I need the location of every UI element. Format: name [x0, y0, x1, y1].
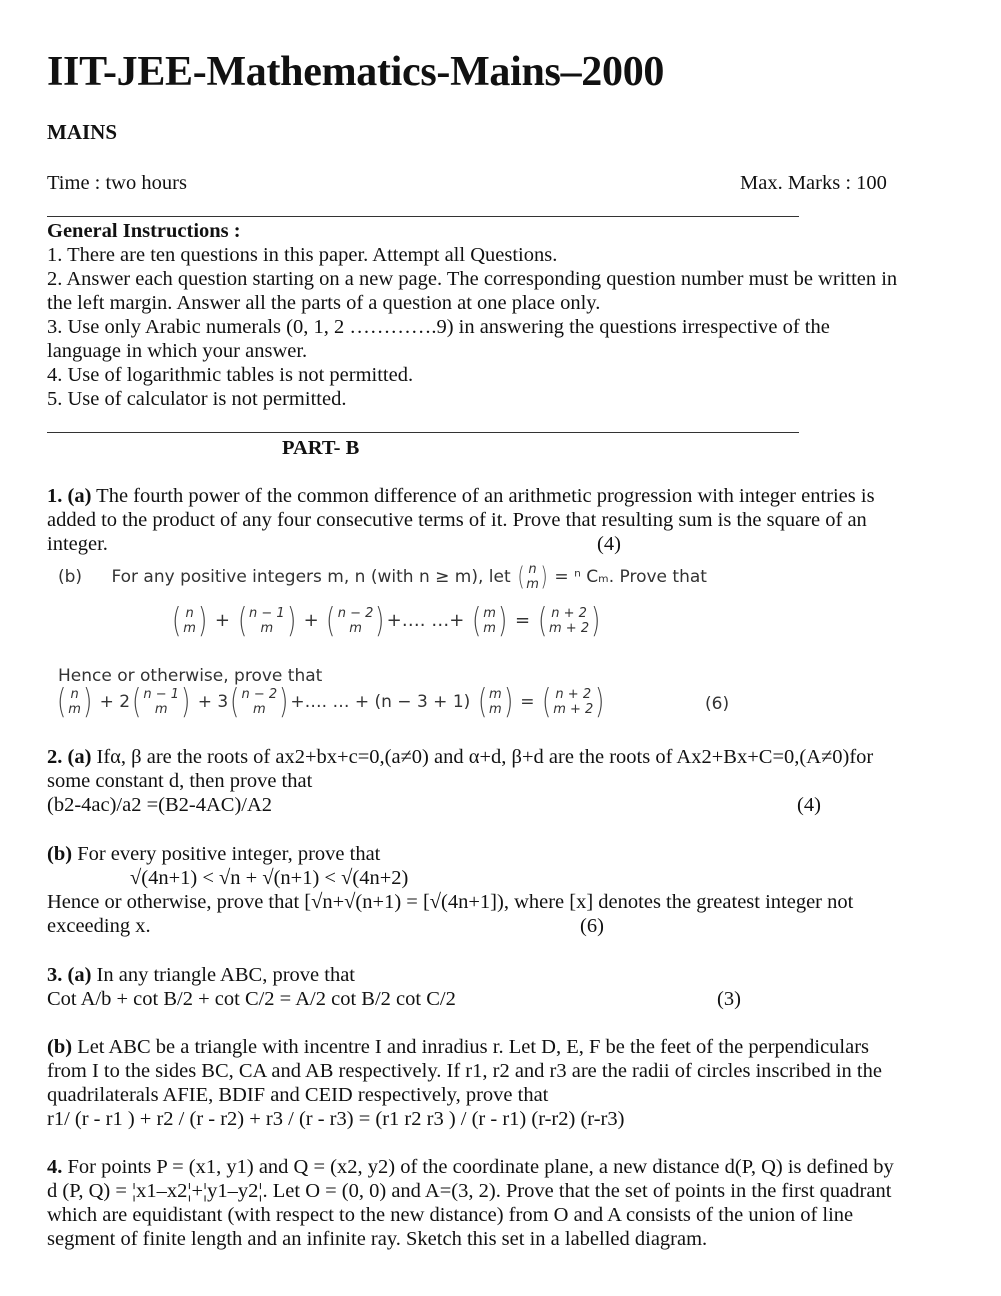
part-heading: PART- B: [282, 437, 360, 459]
page-title: IIT-JEE-Mathematics-Mains–2000: [47, 49, 665, 95]
question-number: 4.: [47, 1156, 63, 1178]
question-text: For every positive integer, prove that: [77, 843, 381, 865]
q2b-line: [47, 842, 380, 866]
q1b-line: [58, 562, 707, 592]
question-text: Hence or otherwise, prove that [√n+√(n+1) = [√(4n+1]), where [x] denotes the greatest integer not: [47, 891, 854, 913]
question-text: segment of finite length and an infinite ray. Sketch this set in a labelled diagram.: [47, 1228, 708, 1250]
question-text: some constant d, then prove that: [47, 770, 313, 792]
marks: (4): [597, 533, 621, 555]
section-label: MAINS: [47, 120, 118, 144]
question-text: Ifα, β are the roots of ax2+bx+c=0,(a≠0) and α+d, β+d are the roots of Ax2+Bx+C=0,(A≠0)for: [96, 746, 874, 768]
equation-weighted-sum: ( n m ) + 2 ( n − 1 m ) + 3 ( n − 2 m ) +…. … + (n − 3 + 1) ( m m ) = ( n + 2 m + 2 ): [56, 682, 605, 722]
question-text: √(4n+1) < √n + √(n+1) < √(4n+2): [130, 867, 409, 889]
instruction-line: language in which your answer.: [47, 340, 308, 362]
divider: [47, 216, 799, 217]
question-text: In any triangle ABC, prove that: [96, 964, 356, 986]
divider: [47, 432, 799, 433]
q2a-line: [47, 745, 873, 769]
question-text: quadrilaterals AFIE, BDIF and CEID respectively, prove that: [47, 1084, 549, 1106]
question-text: r1/ (r - r1 ) + r2 / (r - r2) + r3 / (r - r3) = (r1 r2 r3 ) / (r - r1) (r-r2) (r-r3): [47, 1108, 625, 1130]
marks: (4): [797, 794, 821, 816]
marks: (3): [717, 988, 741, 1010]
question-text: Cot A/b + cot B/2 + cot C/2 = A/2 cot B/2 cot C/2: [47, 988, 456, 1010]
question-text: added to the product of any four consecutive terms of it. Prove that resulting sum is the square of an: [47, 509, 867, 531]
question-text: from I to the sides BC, CA and AB respectively. If r1, r2 and r3 are the radii of circles inscribed in the: [47, 1060, 882, 1082]
marks: (6): [705, 694, 730, 714]
part-label: (b): [47, 843, 73, 865]
max-marks-label: Max. Marks : 100: [740, 172, 887, 194]
q3b-line: [47, 1035, 869, 1059]
question-text: integer.: [47, 533, 108, 555]
q1a-line: [47, 484, 875, 508]
instruction-line: 1. There are ten questions in this paper. Attempt all Questions.: [47, 244, 558, 266]
question-text: d (P, Q) = ¦x1–x2¦+¦y1–y2¦. Let O = (0, 0) and A=(3, 2). Prove that the set of points in the first quadrant: [47, 1180, 892, 1202]
q4-line: [47, 1155, 894, 1179]
equation-identity: ( n m ) + ( n − 1 m ) + ( n − 2 m ) +…. …+ ( m m ) = ( n + 2 m + 2 ): [171, 601, 601, 641]
q3a-line: [47, 963, 355, 987]
question-text: For any positive integers m, n (with n ≥ m), let: [111, 567, 511, 587]
question-text: (b2-4ac)/a2 =(B2-4AC)/A2: [47, 794, 273, 816]
binomial: ( n m ): [517, 562, 548, 592]
time-label: Time : two hours: [47, 172, 187, 194]
question-number: 3. (a): [47, 964, 92, 986]
question-text: For points P = (x1, y1) and Q = (x2, y2) of the coordinate plane, a new distance d(P, Q) is defined by: [67, 1156, 894, 1178]
part-label: (b): [47, 1036, 73, 1058]
instruction-line: 4. Use of logarithmic tables is not permitted.: [47, 364, 414, 386]
instructions-heading: General Instructions :: [47, 220, 241, 242]
instruction-line: 5. Use of calculator is not permitted.: [47, 388, 347, 410]
question-text: which are equidistant (with respect to the new distance) from O and A consists of the union of line: [47, 1204, 854, 1226]
instruction-line: 2. Answer each question starting on a new page. The corresponding question number must be written in: [47, 268, 898, 290]
question-text: Let ABC be a triangle with incentre I and inradius r. Let D, E, F be the feet of the perpendiculars: [77, 1036, 870, 1058]
question-text: Hence or otherwise, prove that: [58, 666, 323, 686]
instruction-line: 3. Use only Arabic numerals (0, 1, 2 ………….9) in answering the questions irrespective of the: [47, 316, 830, 338]
question-text: exceeding x.: [47, 915, 151, 937]
question-number: 2. (a): [47, 746, 92, 768]
question-number: 1. (a): [47, 485, 92, 507]
question-text: The fourth power of the common difference of an arithmetic progression with integer entries is: [96, 485, 875, 507]
part-label: (b): [58, 567, 83, 587]
instruction-line: the left margin. Answer all the parts of a question at one place only.: [47, 292, 601, 314]
question-text: = ⁿ Cₘ. Prove that: [554, 567, 707, 587]
marks: (6): [580, 915, 604, 937]
